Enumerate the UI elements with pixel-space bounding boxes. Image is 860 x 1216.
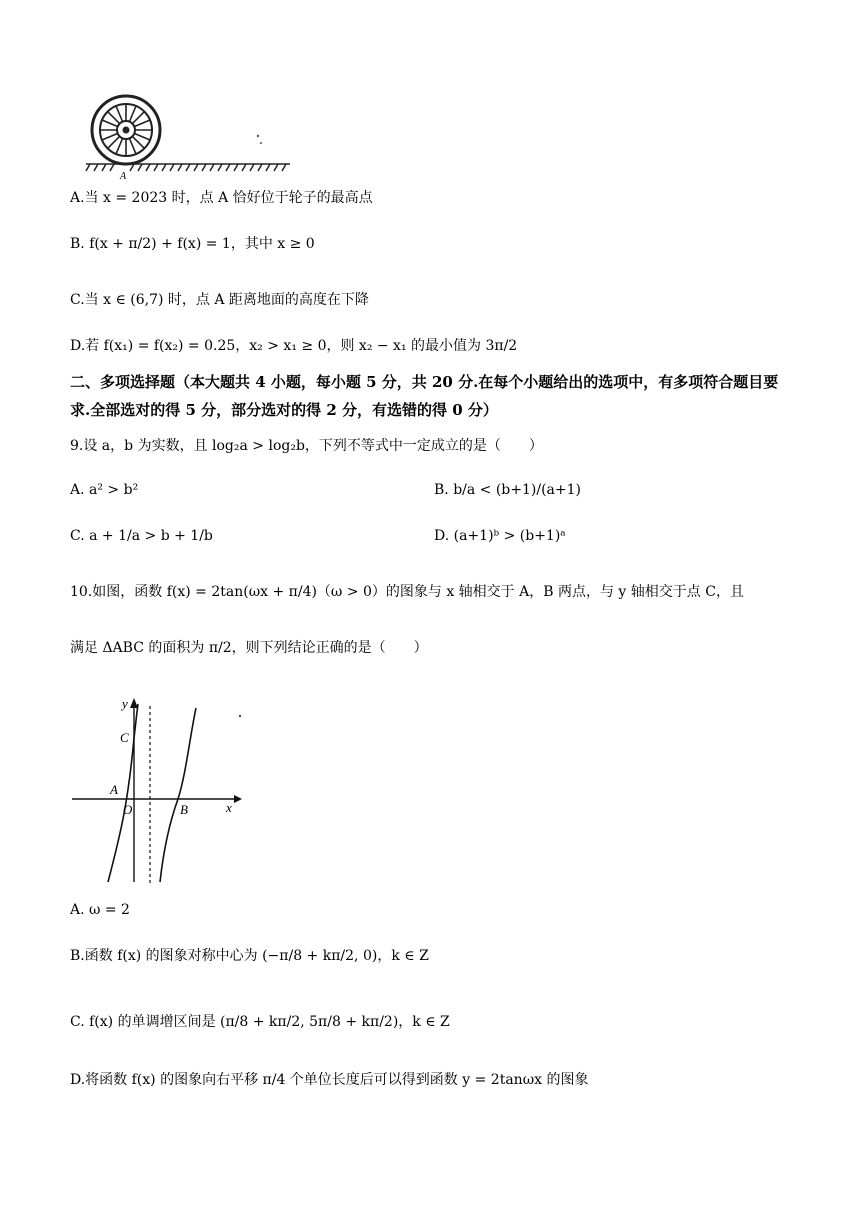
q8-option-c: C.当 x ∈ (6,7) 时，点 A 距离地面的高度在下降 xyxy=(70,292,369,308)
wheel-figure xyxy=(84,92,304,180)
section2-heading: 二、多项选择题（本大题共 4 小题，每小题 5 分，共 20 分.在每个小题给出的选项中，有多项符合题目要求.全部选对的得 5 分，部分选对的得 2 分，有选错的得 0 分） xyxy=(70,373,779,419)
label-y: y xyxy=(122,696,128,711)
q9-option-d: D. (a+1)ᵇ > (b+1)ᵃ xyxy=(434,528,566,544)
label-b: B xyxy=(180,802,188,817)
wheel-point-label: A xyxy=(120,171,127,180)
q9-option-c: C. a + 1/a > b + 1/b xyxy=(70,528,213,544)
q10-stem-line1: 10.如图，函数 f(x) = 2tan(ωx + π/4)（ω > 0）的图象与 x 轴相交于 A，B 两点，与 y 轴相交于点 C，且 xyxy=(70,584,744,600)
label-c: C xyxy=(120,730,129,745)
q9-option-a: A. a² > b² xyxy=(70,482,139,498)
q10-option-b: B.函数 f(x) 的图象对称中心为 (−π/8 + kπ/2, 0)，k ∈ Z xyxy=(70,948,429,964)
q10-option-a: A. ω = 2 xyxy=(70,902,130,918)
tangent-branch-right xyxy=(160,708,196,882)
wheel xyxy=(92,96,160,164)
q9-option-b: B. b/a < (b+1)/(a+1) xyxy=(434,482,581,498)
q10-option-c: C. f(x) 的单调增区间是 (π/8 + kπ/2, 5π/8 + kπ/2)，k ∈ Z xyxy=(70,1014,450,1030)
ground xyxy=(86,164,290,171)
q10-option-d: D.将函数 f(x) 的图象向右平移 π/4 个单位长度后可以得到函数 y = 2tanωx 的图象 xyxy=(70,1072,589,1088)
q8-option-d: D.若 f(x₁) = f(x₂) = 0.25，x₂ > x₁ ≥ 0，则 x₂ − x₁ 的最小值为 3π/2 xyxy=(70,338,518,354)
tangent-graph xyxy=(70,686,250,884)
q8-option-b: B. f(x + π/2) + f(x) = 1，其中 x ≥ 0 xyxy=(70,236,315,252)
label-x: x xyxy=(226,800,232,815)
label-o: O xyxy=(123,802,133,817)
q8-option-a: A.当 x = 2023 时，点 A 恰好位于轮子的最高点 xyxy=(70,190,373,206)
label-a: A xyxy=(110,782,118,797)
q10-stem-line2: 满足 ΔABC 的面积为 π/2，则下列结论正确的是（ ） xyxy=(70,640,428,656)
q9-stem: 9.设 a，b 为实数，且 log₂a > log₂b，下列不等式中一定成立的是（ ） xyxy=(70,438,543,454)
